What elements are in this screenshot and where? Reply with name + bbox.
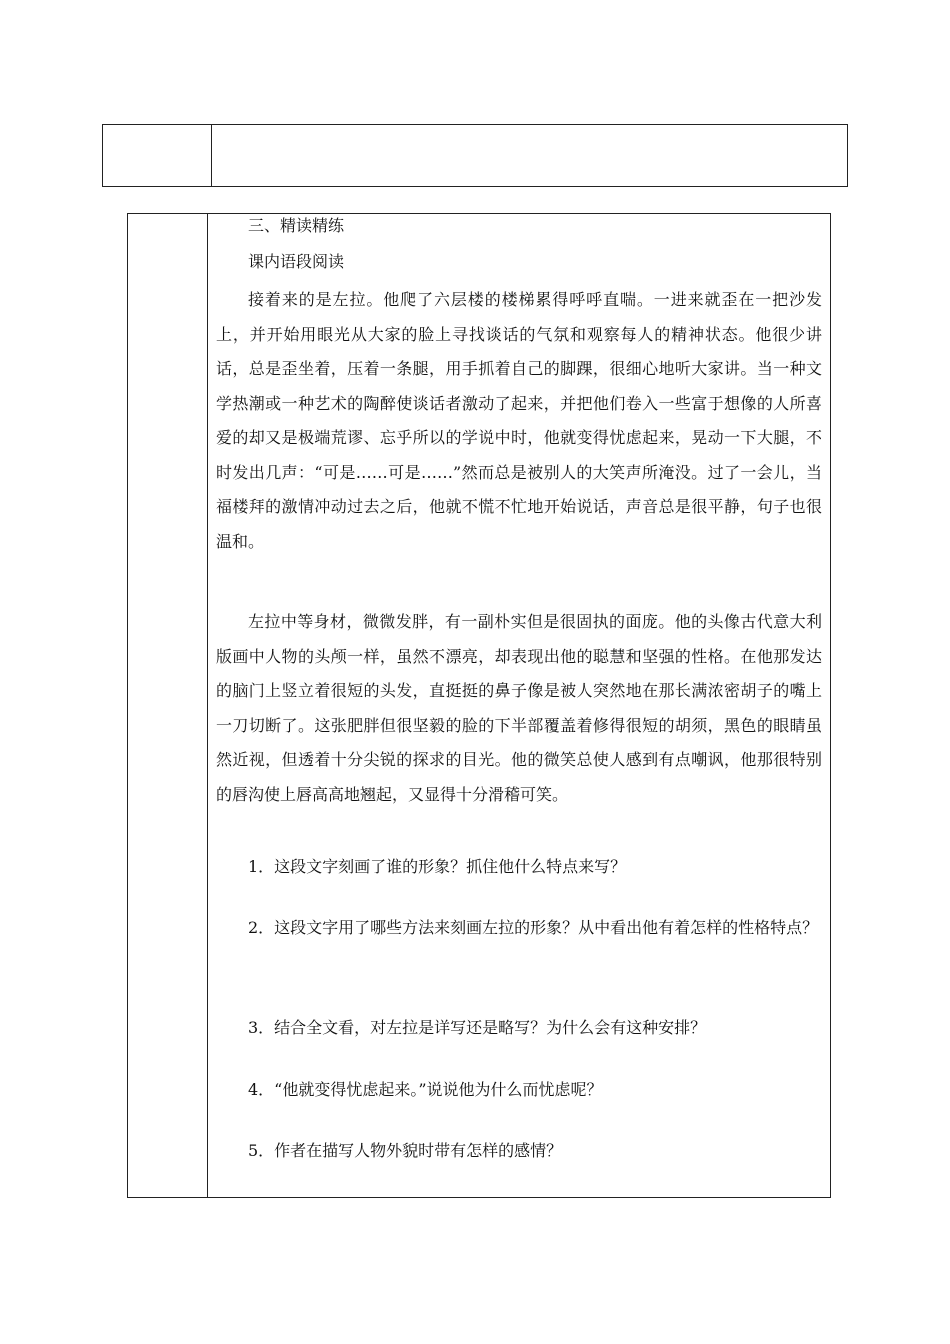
header-table-divider [211,125,212,186]
question-5-text: 5．作者在描写人物外貌时带有怎样的感情？ [248,1141,563,1160]
question-1-text: 1．这段文字刻画了谁的形象？抓住他什么特点来写？ [248,857,627,876]
question-5 [216,1131,822,1171]
question-4 [216,1070,822,1110]
question-2-text: 2．这段文字用了哪些方法来刻画左拉的形象？从中看出他有着怎样的性格特点？ [248,918,819,937]
passage-paragraph-1: 接着来的是左拉。他爬了六层楼的楼梯累得呼呼直喘。一进来就歪在一把沙发上，并开始用眼光从大家的脸上寻找谈话的气氛和观察每人的精神状态。他很少讲话，总是歪坐着，压着一条腿，用手抓着自己的脚踝，很细心地听大家讲。当一种文学热潮或一种艺术的陶醉使谈话者激动了起来，并把他们卷入一些富于想像的人所喜爱的却又是极端荒谬、忘乎所以的学说中时，他就变得忧虑起来，晃动一下大腿，不时发出几声：“可是……可是……”然而总是被别人的大笑声所淹没。过了一会儿，当福楼拜的激情冲动过去之后，他就不慌不忙地开始说话，声音总是很平静，句子也很温和。 [216,290,822,551]
passage-paragraph-2: 左拉中等身材，微微发胖，有一副朴实但是很固执的面庞。他的头像古代意大利版画中人物的头颅一样，虽然不漂亮，却表现出他的聪慧和坚强的性格。在他那发达的脑门上竖立着很短的头发，直挺挺的鼻子像是被人突然地在那长满浓密胡子的嘴上一刀切断了。这张肥胖但很坚毅的脸的下半部覆盖着修得很短的胡须，黑色的眼睛虽然近视，但透着十分尖锐的探求的目光。他的微笑总使人感到有点嘲讽，他那很特别的唇沟使上唇高高地翘起，又显得十分滑稽可笑。 [216,612,822,804]
question-3 [216,1008,822,1048]
question-1 [216,847,822,887]
question-4-text: 4．“他就变得忧虑起来。”说说他为什么而忧虑呢？ [248,1080,603,1099]
section-title: 三、精读精练 [248,216,345,235]
question-2 [216,908,822,948]
subsection-title: 课内语段阅读 [248,252,345,271]
question-3-text: 3．结合全文看，对左拉是详写还是略写？为什么会有这种安排？ [248,1018,707,1037]
header-table [102,124,848,187]
content-table-divider [207,214,208,1197]
content-table [127,213,831,1198]
